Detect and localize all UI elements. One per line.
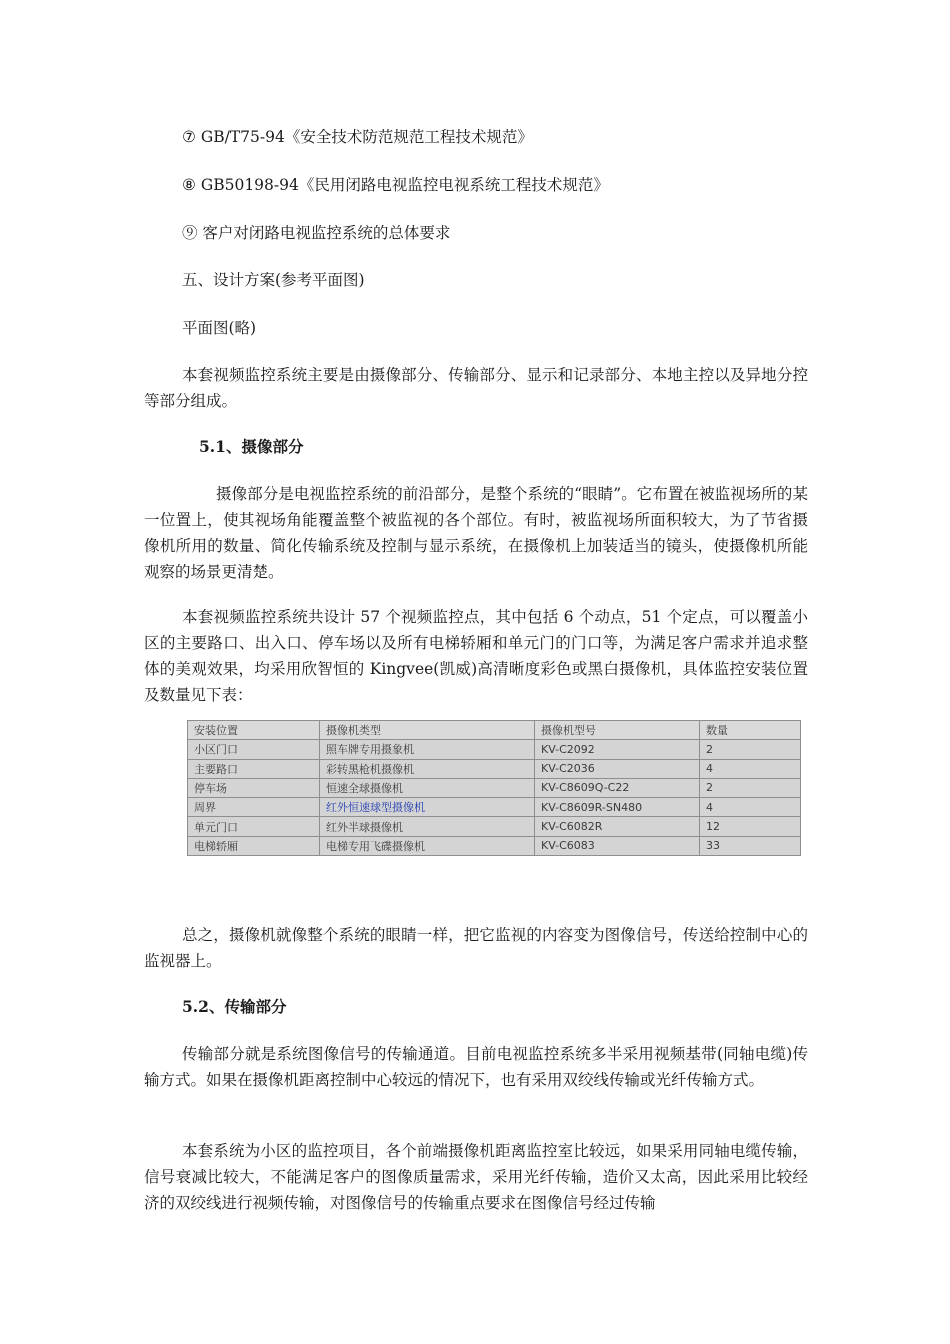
- section-5-2-heading: 5.2、传输部分: [182, 997, 287, 1016]
- table-cell: 4: [700, 798, 801, 817]
- table-header-cell: 数量: [700, 721, 801, 740]
- table-cell: 恒速全球摄像机: [320, 778, 535, 797]
- table-cell: 彩转黑枪机摄像机: [320, 759, 535, 778]
- table-cell: 33: [700, 836, 801, 855]
- section-5-1-heading: 5.1、摄像部分: [199, 437, 304, 456]
- table-cell: KV-C2092: [535, 740, 700, 759]
- table-cell: 红外半球摄像机: [320, 817, 535, 836]
- table-row: [188, 798, 801, 817]
- table-cell: 电梯轿厢: [188, 836, 320, 855]
- table-cell: 电梯专用飞碟摄像机: [320, 836, 535, 855]
- table-row: [188, 778, 801, 797]
- transmission-paragraph-1: 传输部分就是系统图像信号的传输通道。目前电视监控系统多半采用视频基带(同轴电缆)传输方式。如果在摄像机距离控制中心较远的情况下，也有采用双绞线传输或光纤传输方式。: [144, 1045, 808, 1089]
- camera-installation-table: [187, 720, 801, 856]
- table-header-row: [188, 721, 801, 740]
- table-cell: KV-C8609Q-C22: [535, 778, 700, 797]
- table-cell: 单元门口: [188, 817, 320, 836]
- table-header-cell: 安装位置: [188, 721, 320, 740]
- table-header-cell: 摄像机类型: [320, 721, 535, 740]
- table-cell: KV-C8609R-SN480: [535, 798, 700, 817]
- table-cell: 停车场: [188, 778, 320, 797]
- plan-note: 平面图(略): [182, 319, 257, 337]
- table-cell: KV-C2036: [535, 759, 700, 778]
- table-cell: KV-C6082R: [535, 817, 700, 836]
- camera-paragraph-1: 摄像部分是电视监控系统的前沿部分，是整个系统的“眼睛”。它布置在被监视场所的某一位置上，使其视场角能覆盖整个被监视的各个部位。有时，被监视场所面积较大，为了节省摄像机所用的数量、简化传输系统及控制与显示系统，在摄像机上加装适当的镜头，使摄像机所能观察的场景更清楚。: [144, 485, 808, 581]
- table-cell: 2: [700, 778, 801, 797]
- table-cell: 4: [700, 759, 801, 778]
- table-cell: 12: [700, 817, 801, 836]
- table-cell: 照车牌专用摄象机: [320, 740, 535, 759]
- reference-item-8: ⑧ GB50198-94《民用闭路电视监控电视系统工程技术规范》: [182, 176, 609, 194]
- table-cell: 2: [700, 740, 801, 759]
- reference-item-9: ⑨ 客户对闭路电视监控系统的总体要求: [182, 224, 451, 242]
- table-row: [188, 817, 801, 836]
- camera-paragraph-2: 本套视频监控系统共设计 57 个视频监控点，其中包括 6 个动点，51 个定点，可以覆盖小区的主要路口、出入口、停车场以及所有电梯轿厢和单元门的门口等，为满足客户需求并追求整体的美观效果，均采用欣智恒的 Kingvee(凯威)高清晰度彩色或黑白摄像机，具体监控安装位置及数量见下表：: [144, 608, 808, 704]
- camera-summary: 总之，摄像机就像整个系统的眼睛一样，把它监视的内容变为图像信号，传送给控制中心的监视器上。: [144, 926, 808, 970]
- table-row: [188, 759, 801, 778]
- reference-item-7: ⑦ GB/T75-94《安全技术防范规范工程技术规范》: [182, 128, 533, 146]
- table-cell: KV-C6083: [535, 836, 700, 855]
- table-cell: 主要路口: [188, 759, 320, 778]
- table-row: [188, 740, 801, 759]
- table-cell-highlighted: 红外恒速球型摄像机: [320, 798, 535, 817]
- table-cell: 小区门口: [188, 740, 320, 759]
- table-row: [188, 836, 801, 855]
- section-5-intro: 本套视频监控系统主要是由摄像部分、传输部分、显示和记录部分、本地主控以及异地分控等部分组成。: [144, 366, 808, 410]
- section-5-heading: 五、设计方案(参考平面图): [182, 271, 365, 289]
- table-cell: 周界: [188, 798, 320, 817]
- transmission-paragraph-2: 本套系统为小区的监控项目，各个前端摄像机距离监控室比较远，如果采用同轴电缆传输，信号衰减比较大，不能满足客户的图像质量需求，采用光纤传输，造价又太高，因此采用比较经济的双绞线进行视频传输，对图像信号的传输重点要求在图像信号经过传输: [144, 1142, 808, 1212]
- table-header-cell: 摄像机型号: [535, 721, 700, 740]
